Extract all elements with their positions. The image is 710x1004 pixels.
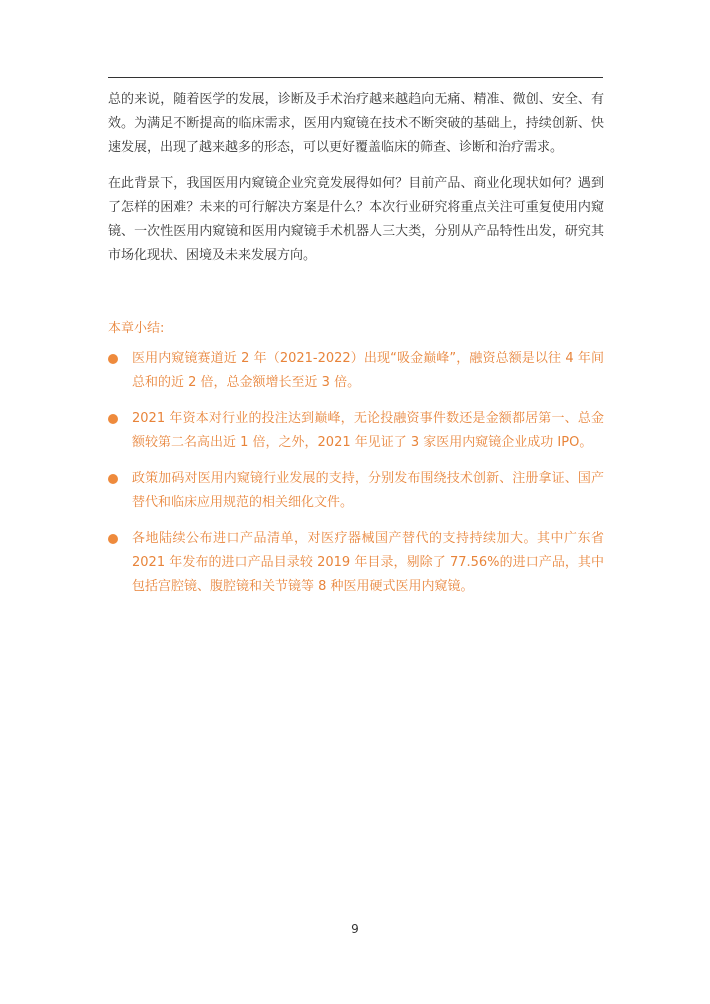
header-rule: [108, 77, 603, 78]
summary-item: [108, 407, 604, 455]
summary-item-text: 各地陆续公布进口产品清单，对医疗器械国产替代的支持持续加大。其中广东省 2021 年发布的进口产品目录较 2019 年目录，剔除了 77.56%的进口产品，其中包括宫腔镜、腹腔镜和关节镜等 8 种医用硬式医用内窥镜。: [132, 531, 604, 594]
page-number: 9: [351, 922, 359, 936]
chapter-summary-title: 本章小结:: [108, 321, 165, 336]
body-paragraph: 总的来说，随着医学的发展，诊断及手术治疗越来越趋向无痛、精准、微创、安全、有效。为满足不断提高的临床需求，医用内窥镜在技术不断突破的基础上，持续创新、快速发展，出现了越来越多的形态，可以更好覆盖临床的筛查、诊断和治疗需求。: [108, 92, 604, 155]
summary-item-text: 2021 年资本对行业的投注达到巅峰，无论投融资事件数还是金额都居第一、总金额较第二名高出近 1 倍，之外，2021 年见证了 3 家医用内窥镜企业成功 IPO。: [132, 411, 604, 450]
summary-item: [108, 347, 604, 395]
bullet-dot-icon: [108, 534, 118, 544]
chapter-summary-list: [108, 347, 604, 599]
bullet-dot-icon: [108, 414, 118, 424]
summary-item: [108, 467, 604, 515]
summary-item: [108, 527, 604, 599]
body-paragraph: 在此背景下，我国医用内窥镜企业究竟发展得如何？目前产品、商业化现状如何？遇到了怎样的困难？未来的可行解决方案是什么？本次行业研究将重点关注可重复使用内窥镜、一次性医用内窥镜和医用内窥镜手术机器人三大类，分别从产品特性出发，研究其市场化现状、困境及未来发展方向。: [108, 176, 604, 263]
page-content: [108, 88, 604, 599]
bullet-dot-icon: [108, 474, 118, 484]
summary-item-text: 政策加码对医用内窥镜行业发展的支持，分别发布围绕技术创新、注册拿证、国产替代和临床应用规范的相关细化文件。: [132, 471, 604, 510]
bullet-dot-icon: [108, 354, 118, 364]
summary-item-text: 医用内窥镜赛道近 2 年（2021-2022）出现“吸金巅峰”，融资总额是以往 4 年间总和的近 2 倍，总金额增长至近 3 倍。: [132, 351, 604, 390]
